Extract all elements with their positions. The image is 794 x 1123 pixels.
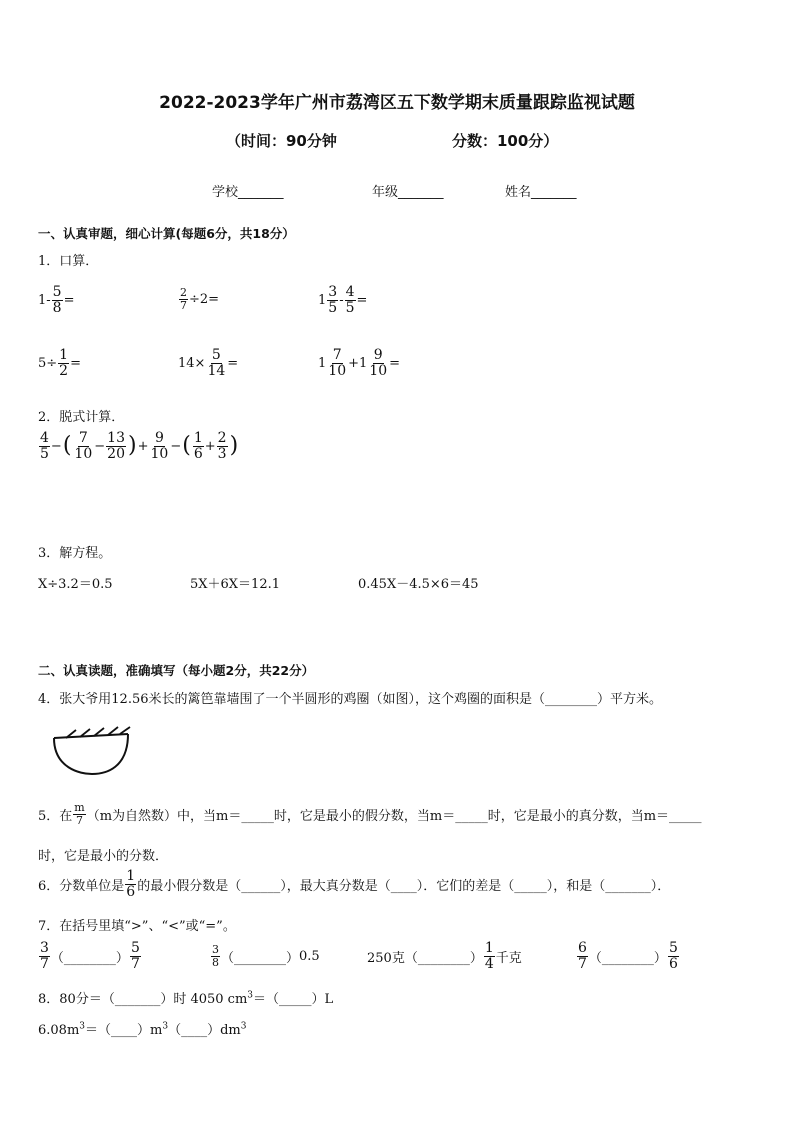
compare-b: $\frac{3}{8}$ （________） 0.5	[212, 943, 320, 969]
question-5-line-2: 时，它是最小的分数．	[38, 849, 169, 864]
compare-d-blank[interactable]: （________）	[588, 950, 667, 966]
compare-a-blank[interactable]: （________）	[50, 950, 129, 966]
exam-score: 分数：100分）	[452, 132, 559, 150]
oral-calc-f: 1 $\frac{7}{10}$ +1 $\frac{9}{10}$ =	[318, 347, 401, 379]
question-8-line-2: $6.08m^3=(\_\_\_\_)m^3(\_\_\_\_)dm^3$	[38, 1021, 247, 1038]
compare-c-blank[interactable]: （________）	[404, 950, 483, 966]
compare-a: $\frac{3}{7}$ （________） $\frac{5}{7}$	[40, 940, 140, 972]
question-7-label: 7．在括号里填“>”、“<”或“=”。	[38, 919, 236, 934]
question-5-line-1: 5．在 $\frac{m}{7}$ （m为自然数）中，当m＝_____时，它是最小的假分数，当m＝_____时，它是最小的真分数，当m＝_____	[38, 801, 702, 827]
oral-calc-a: 1- $\frac{5}{8}$ =	[38, 284, 75, 316]
question-3-label: 3．解方程。	[38, 546, 112, 561]
step-calc-expression: $\frac{4}{5}$ − ( $\frac{7}{10}$ − $\frac{13}{20}$ ) + $\frac{9}{10}$ − ( $\frac{1}{6}$ + $\frac{2}{3}$ )	[40, 430, 239, 462]
oral-calc-b: $\frac{2}{7}$ ÷2=	[180, 286, 220, 312]
equation-1: X÷3.2＝0.5	[38, 577, 113, 592]
compare-d: $\frac{6}{7}$ （________） $\frac{5}{6}$	[578, 940, 678, 972]
question-4: 4．张大爷用12.56米长的篱笆靠墙围了一个半圆形的鸡圈（如图），这个鸡圈的面积是（________）平方米。	[38, 692, 662, 707]
oral-calc-c: 1 $\frac{3}{5}$ - $\frac{4}{5}$ =	[318, 284, 368, 316]
question-6: 6．分数单位是 $\frac{1}{6}$ 的最小假分数是（______），最大真分数是（____）．它们的差是（_____），和是（_______）．	[38, 868, 671, 900]
question-2-label: 2．脱式计算．	[38, 410, 125, 425]
school-field[interactable]: 学校_______	[212, 185, 284, 200]
name-field[interactable]: 姓名_______	[505, 185, 577, 200]
equation-2: 5X＋6X＝12.1	[190, 577, 280, 592]
semicircle-pen-figure	[50, 724, 134, 780]
question-8-line-1: 8．80分＝（_______）时 4050 $cm^3=(\_\_\_\_\_)L$	[38, 990, 334, 1007]
oral-calc-e: 14× $\frac{5}{14}$ =	[178, 347, 239, 379]
grade-field[interactable]: 年级_______	[372, 185, 444, 200]
exam-time: （时间：90分钟	[226, 132, 337, 150]
question-1-label: 1．口算．	[38, 254, 99, 269]
section-1-heading: 一、认真审题，细心计算(每题6分，共18分）	[38, 226, 295, 241]
section-2-heading: 二、认真读题，准确填写（每小题2分，共22分）	[38, 663, 315, 678]
oral-calc-d: 5÷ $\frac{1}{2}$ =	[38, 347, 81, 379]
compare-c: 250克 （________） $\frac{1}{4}$ 千克	[367, 940, 522, 972]
compare-b-blank[interactable]: （________）	[221, 950, 300, 966]
equation-3: 0.45X－4.5×6＝45	[358, 577, 479, 592]
page-title: 2022-2023学年广州市荔湾区五下数学期末质量跟踪监视试题	[159, 93, 635, 113]
